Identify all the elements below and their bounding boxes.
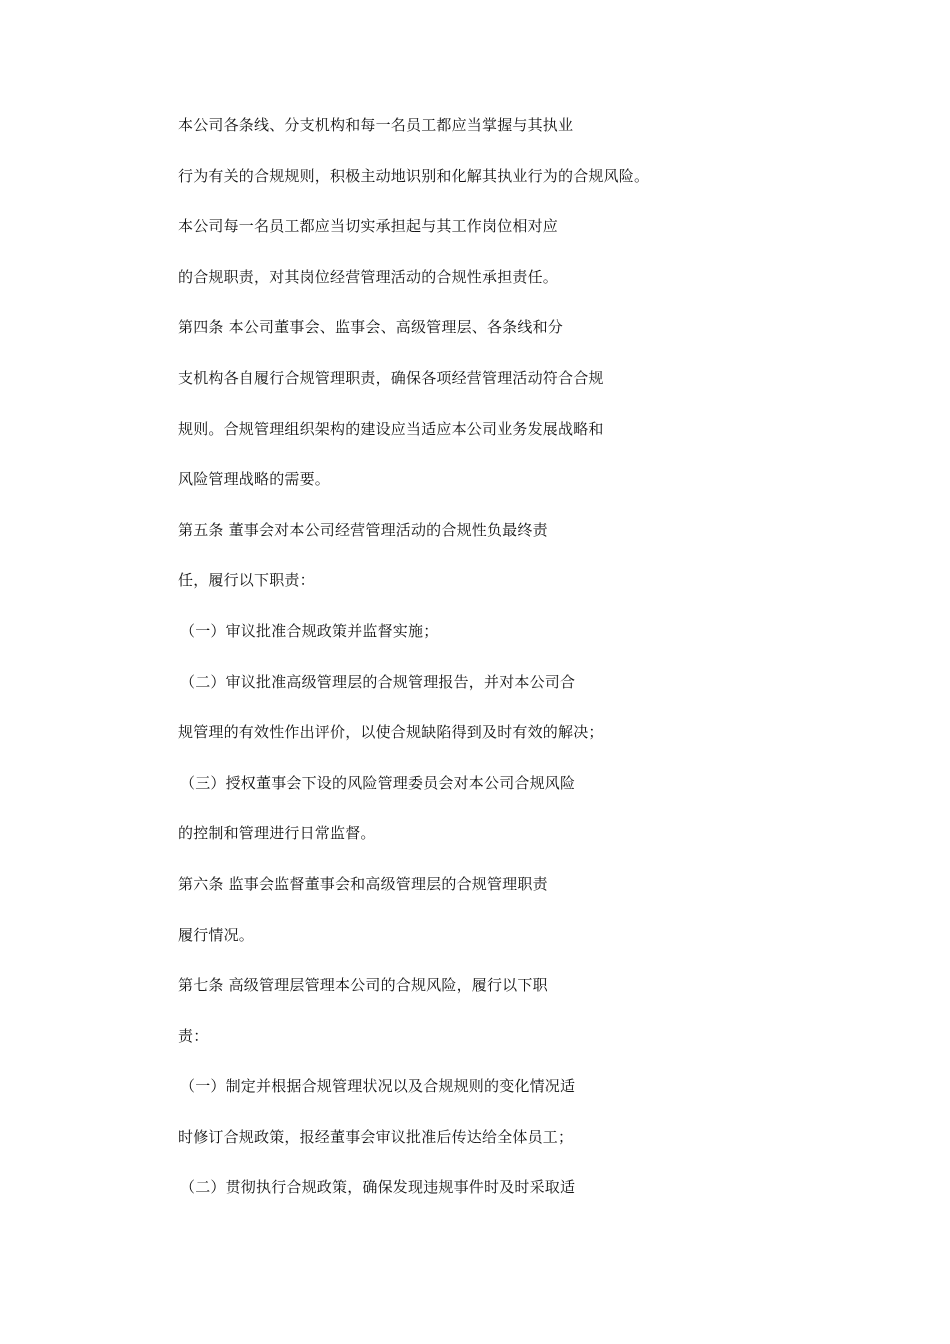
paragraph-line: 本公司各条线、分支机构和每一名员工都应当掌握与其执业	[178, 116, 574, 134]
paragraph-line: 风险管理战略的需要。	[178, 470, 331, 489]
list-item-line: （一）制定并根据合规管理状况以及合规规则的变化情况适	[180, 1077, 576, 1096]
document-body	[178, 117, 778, 1230]
paragraph-line: 的合规职责，对其岗位经营管理活动的合规性承担责任。	[178, 267, 559, 286]
article-7-line: 第七条 高级管理层管理本公司的合规风险，履行以下职	[178, 976, 548, 995]
paragraph-line: 任，履行以下职责：	[178, 571, 315, 590]
list-item-line: （二）贯彻执行合规政策，确保发现违规事件时及时采取适	[180, 1178, 576, 1197]
paragraph-line: 本公司每一名员工都应当切实承担起与其工作岗位相对应	[178, 217, 559, 236]
list-item-line: （三）授权董事会下设的风险管理委员会对本公司合规风险	[180, 773, 576, 792]
list-item-line: （一）审议批准合规政策并监督实施；	[180, 621, 439, 640]
article-5-line: 第五条 董事会对本公司经营管理活动的合规性负最终责	[178, 520, 548, 539]
paragraph-line: 责：	[178, 1026, 209, 1045]
list-item-line: （二）审议批准高级管理层的合规管理报告，并对本公司合	[180, 672, 576, 691]
paragraph-line: 的控制和管理进行日常监督。	[178, 824, 376, 843]
paragraph-line: 时修订合规政策，报经董事会审议批准后传达给全体员工；	[178, 1127, 574, 1146]
paragraph-line: 履行情况。	[178, 925, 255, 944]
article-6-line: 第六条 监事会监督董事会和高级管理层的合规管理职责	[178, 874, 548, 893]
paragraph-line: 规管理的有效性作出评价，以使合规缺陷得到及时有效的解决；	[178, 723, 604, 742]
paragraph-line: 支机构各自履行合规管理职责，确保各项经营管理活动符合合规	[178, 368, 604, 387]
article-4-line: 第四条 本公司董事会、监事会、高级管理层、各条线和分	[178, 318, 563, 337]
paragraph-line: 规则。合规管理组织架构的建设应当适应本公司业务发展战略和	[178, 419, 604, 438]
paragraph-line: 行为有关的合规规则，积极主动地识别和化解其执业行为的合规风险。	[178, 166, 650, 185]
